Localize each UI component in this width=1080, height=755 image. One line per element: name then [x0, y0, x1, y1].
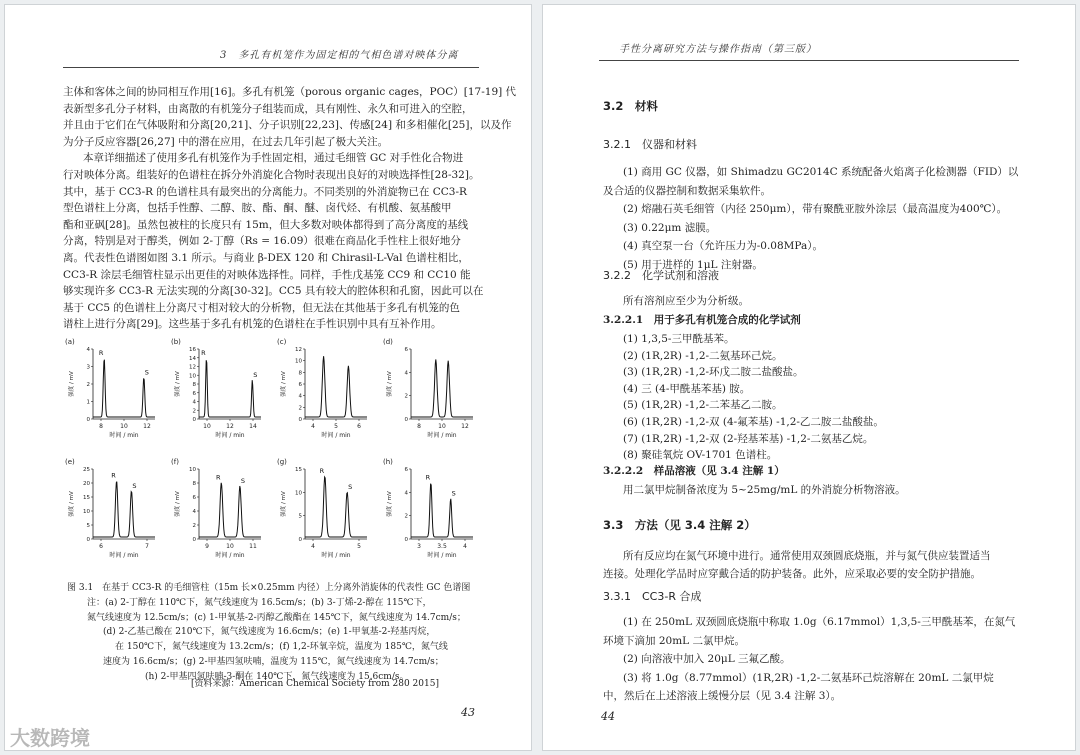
chromatogram-trace: [411, 359, 473, 417]
y-tick-label: 4: [192, 509, 196, 515]
y-tick-label: 25: [83, 467, 90, 473]
section-3-3-title: 3.3 方法（见 3.4 注解 2）: [603, 518, 756, 532]
y-tick-label: 0: [192, 537, 196, 543]
x-tick-label: 8: [99, 423, 103, 430]
y-tick-label: 12: [295, 347, 302, 353]
peak-label: R: [111, 471, 116, 480]
y-tick-label: 10: [83, 509, 90, 515]
s321-line: (5) 用于进样的 1μL 注射器。: [623, 259, 763, 271]
section-3-2-2-intro: 所有溶剂应至少为分析级。: [623, 295, 749, 307]
s321-line: (2) 熔融石英毛细管（内径 250μm），带有聚酰亚胺外涂层（最高温度为400℃）。: [623, 203, 1008, 216]
left-body-line: 本章详细描述了使用多孔有机笼作为手性固定相，通过毛细管 GC 对手性化合物进: [83, 152, 464, 165]
y-tick-label: 0: [298, 537, 302, 543]
left-running-header: 3 多孔有机笼作为固定相的气相色谱对映体分离: [220, 50, 459, 61]
left-body-line: 行对映体分离。组装好的色谱柱在拆分外消旋化合物时表现出良好的对映选择性[28-32]。: [63, 169, 480, 181]
y-tick-label: 0: [86, 537, 90, 543]
left-body-line: 为分子反应容器[26,27] 中的潜在应用，在过去几年引起了极大关注。: [63, 135, 389, 148]
y-tick-label: 16: [189, 347, 196, 353]
peak-label: R: [425, 473, 431, 482]
panel-label: (g): [277, 458, 287, 466]
x-axis-label: 时间 / min: [427, 552, 457, 559]
right-header-rule: [599, 60, 1019, 61]
panel-label: (a): [65, 338, 75, 346]
y-axis-label: 强度 / mV: [387, 371, 393, 397]
y-tick-label: 8: [192, 382, 196, 388]
section-3-2-title: 3.2 材料: [603, 99, 658, 113]
s331-line: 环境下滴加 20mL 二氯甲烷。: [603, 634, 745, 647]
s3221-line: (1) 1,3,5-三甲酰基苯。: [623, 333, 735, 345]
chromatogram-panel: [381, 337, 481, 445]
left-body-line: 表新型多孔分子材料，由离散的有机笼分子组装而成，具有刚性、永久和可进入的空腔，: [63, 102, 473, 115]
s33-line: 所有反应均在氮气环境中进行。通常使用双颈圆底烧瓶，并与氮气供应装置适当: [623, 550, 991, 562]
s321-line: (3) 0.22μm 滤膜。: [623, 221, 717, 234]
s3221-line: (5) (1R,2R) -1,2-二苯基乙二胺。: [623, 399, 783, 412]
x-axis-label: 时间 / min: [321, 552, 351, 559]
s331-line: (3) 将 1.0g（8.77mmol）(1R,2R) -1,2-二氨基环己烷溶解在 20mL 二氯甲烷: [623, 671, 994, 684]
x-tick-label: 12: [461, 423, 469, 430]
x-tick-label: 10: [120, 423, 128, 430]
panel-label: (h): [383, 458, 393, 466]
left-caption-line: (h) 2-甲基四氢呋喃-3-酮在 140℃下，氮气线速度为 15.6cm/s。: [145, 671, 409, 682]
x-tick-label: 10: [438, 423, 446, 430]
y-axis-label: 强度 / mV: [175, 371, 181, 397]
y-tick-label: 10: [295, 358, 302, 365]
x-tick-label: 4: [311, 543, 315, 550]
y-tick-label: 6: [404, 467, 408, 473]
left-body-line: CC3-R 涂层毛细管柱显示出更佳的对映体选择性。同样，手性戊基笼 CC9 和 CC10 能: [63, 268, 471, 281]
x-tick-label: 6: [357, 423, 361, 430]
peak-label: S: [348, 483, 353, 492]
left-body-line: 基于 CC5 的色谱柱上分离尺寸相对较大的分析物，但无法在其他基于多孔有机笼的色: [63, 301, 460, 314]
chromatogram-panel: [275, 337, 375, 445]
y-tick-label: 4: [86, 347, 90, 353]
y-tick-label: 2: [404, 393, 408, 400]
x-tick-label: 5: [334, 423, 338, 430]
peak-label: S: [451, 489, 456, 498]
s321-line: (1) 商用 GC 仪器，如 Shimadzu GC2014C 系统配备火焰离子化检测器（FID）以: [623, 166, 1019, 178]
chromatogram-trace: [305, 477, 367, 537]
figure-source: [资料来源：American Chemical Society from 280 2015]: [191, 679, 439, 689]
section-3-2-2-1-title: 3.2.2.1 用于多孔有机笼合成的化学试剂: [603, 314, 801, 326]
left-caption-line: 速度为 16.6cm/s；(g) 2-甲基四氢呋喃，温度为 115℃，氮气线速度为 14.7cm/s；: [103, 657, 444, 667]
peak-label: R: [98, 349, 104, 358]
y-tick-label: 0: [86, 417, 90, 423]
x-tick-label: 9: [205, 543, 209, 550]
peak-label: R: [319, 467, 325, 476]
y-tick-label: 0: [298, 417, 302, 423]
x-tick-label: 4: [463, 543, 467, 550]
left-body-line: 离。代表性色谱图如图 3.1 所示。与商业 β-DEX 120 和 Chirasil-L-Val 色谱柱相比，: [63, 252, 469, 264]
x-axis-label: 时间 / min: [109, 432, 139, 439]
y-tick-label: 15: [83, 495, 90, 501]
s331-line: (1) 在 250mL 双颈圆底烧瓶中称取 1.0g（6.17mmol）1,3,5-三甲酰基苯，在氮气: [623, 616, 1016, 628]
panel-label: (f): [171, 458, 179, 466]
right-page: [542, 4, 1076, 751]
section-3-2-2-title: 3.2.2 化学试剂和溶液: [603, 269, 719, 282]
panel-label: (b): [171, 338, 181, 346]
peak-label: S: [240, 476, 245, 485]
left-body-line: 够实现许多 CC3-R 无法实现的分离[30-32]。CC5 具有较大的腔体积和孔窗，因此可以在: [63, 285, 484, 298]
peak-label: S: [144, 368, 149, 377]
s3221-line: (8) 聚硅氧烷 OV-1701 色谱柱。: [623, 449, 778, 462]
chromatogram-trace: [411, 484, 473, 537]
y-tick-label: 2: [404, 513, 408, 520]
left-caption-line: (d) 2-乙基己酸在 210℃下，氮气线速度为 16.6cm/s；(e) 1-甲氧基-2-羟基丙烷，: [103, 627, 436, 638]
s33-line: 连接。处理化学品时应穿戴合适的防护装备。此外，应采取必要的安全防护措施。: [603, 568, 981, 580]
left-body-line: 其中，基于 CC3-R 的色谱柱具有最突出的分离能力。不同类别的外消旋物已在 CC3-R: [63, 185, 467, 198]
right-running-header: 手性分离研究方法与操作指南（第三版）: [619, 44, 817, 55]
section-3-3-1-title: 3.3.1 CC3-R 合成: [603, 590, 702, 603]
y-tick-label: 8: [192, 481, 196, 487]
s331-line: 中，然后在上述溶液上缓慢分层（见 3.4 注解 3）。: [603, 690, 842, 703]
x-tick-label: 14: [249, 423, 257, 430]
x-tick-label: 6: [99, 543, 103, 550]
left-body-line: 并且由于它们在气体吸附和分离[20,21]、分子识别[22,23]、传感[24] 和多相催化[25]，以及作: [63, 119, 512, 132]
y-tick-label: 10: [189, 467, 196, 473]
left-header-rule: [63, 67, 479, 68]
chromatogram-trace: [199, 360, 261, 417]
s3221-line: (3) (1R,2R) -1,2-环戊二胺二盐酸盐。: [623, 366, 804, 379]
s321-line: 及合适的仪器控制和数据采集软件。: [603, 184, 771, 197]
y-axis-label: 强度 / mV: [281, 491, 287, 517]
watermark-logo: 大数跨境: [10, 726, 90, 750]
chromatogram-panel: [275, 457, 375, 565]
chromatogram-trace: [199, 483, 261, 537]
y-tick-label: 0: [192, 417, 196, 423]
y-tick-label: 6: [192, 390, 196, 397]
y-tick-label: 5: [86, 523, 90, 529]
y-tick-label: 1: [86, 399, 90, 406]
y-tick-label: 0: [404, 537, 408, 543]
y-tick-label: 15: [295, 467, 302, 473]
s3221-line: (7) (1R,2R) -1,2-双 (2-羟基苯基) -1,2-二氨基乙烷。: [623, 432, 874, 445]
y-tick-label: 4: [404, 490, 408, 497]
s331-line: (2) 向溶液中加入 20μL 三氟乙酸。: [623, 653, 791, 666]
chromatogram-panel: [169, 457, 269, 565]
peak-label: S: [132, 481, 137, 490]
y-tick-label: 2: [86, 382, 90, 388]
chromatogram-panel: [63, 457, 163, 565]
s3221-line: (4) 三 (4-甲酰基苯基) 胺。: [623, 382, 751, 395]
left-page-number: 43: [461, 706, 475, 719]
left-body-line: 主体和客体之间的协同相互作用[16]。多孔有机笼（porous organic cages，POC）[17-19] 代: [63, 86, 517, 98]
y-tick-label: 4: [192, 399, 196, 406]
x-tick-label: 8: [417, 423, 421, 430]
y-tick-label: 6: [298, 382, 302, 388]
panel-label: (e): [65, 458, 75, 466]
y-tick-label: 20: [83, 481, 90, 487]
y-tick-label: 6: [404, 347, 408, 353]
y-tick-label: 0: [404, 417, 408, 423]
chromatogram-panel: [381, 457, 481, 565]
y-axis-label: 强度 / mV: [281, 371, 287, 397]
y-tick-label: 6: [192, 495, 196, 501]
peak-label: R: [201, 349, 206, 358]
y-tick-label: 2: [298, 405, 302, 412]
left-page: [4, 4, 532, 751]
left-body-line: 酯和亚砜[28]。虽然包被柱的长度只有 15m，但大多数对映体都得到了高分离度的基线: [63, 218, 469, 231]
left-body-line: 谱柱上进行分离[29]。这些基于多孔有机笼的色谱柱在手性识别中具有互补作用。: [63, 318, 442, 331]
y-tick-label: 10: [189, 373, 196, 380]
left-caption-line: 注：(a) 2-丁醇在 110℃下，氮气线速度为 16.5cm/s；(b) 3-丁烯-2-醇在 115℃下，: [87, 597, 432, 608]
s321-line: (4) 真空泵一台（允许压力为-0.08MPa）。: [623, 240, 823, 253]
x-axis-label: 时间 / min: [109, 552, 139, 559]
panel-label: (d): [383, 338, 393, 346]
left-caption-line: 在 150℃下，氮气线速度为 13.2cm/s；(f) 1,2-环氧辛烷，温度为 185℃，氮气线: [115, 642, 448, 653]
x-tick-label: 10: [226, 543, 234, 550]
x-tick-label: 3.5: [437, 543, 447, 550]
x-tick-label: 7: [145, 543, 149, 550]
section-3-2-1-title: 3.2.1 仪器和材料: [603, 138, 697, 151]
chromatogram-trace: [305, 356, 367, 417]
y-tick-label: 2: [192, 408, 196, 415]
y-tick-label: 8: [298, 370, 302, 377]
y-tick-label: 14: [189, 355, 196, 362]
y-axis-label: 强度 / mV: [69, 371, 75, 397]
y-tick-label: 10: [295, 490, 302, 497]
s3221-line: (6) (1R,2R) -1,2-双 (4-氟苯基) -1,2-乙二胺二盐酸盐。: [623, 416, 884, 428]
chromatogram-panel: [63, 337, 163, 445]
x-axis-label: 时间 / min: [215, 432, 245, 439]
y-tick-label: 2: [192, 523, 196, 529]
x-tick-label: 3: [417, 543, 421, 550]
x-axis-label: 时间 / min: [215, 552, 245, 559]
y-tick-label: 12: [189, 364, 196, 371]
peak-label: R: [216, 473, 221, 482]
section-3-2-2-2-text: 用二氯甲烷制备浓度为 5~25mg/mL 的外消旋分析物溶液。: [623, 484, 906, 496]
s3221-line: (2) (1R,2R) -1,2-二氨基环己烷。: [623, 349, 783, 362]
y-axis-label: 强度 / mV: [69, 491, 75, 517]
left-caption-line: 氮气线速度为 12.5cm/s；(c) 1-甲氧基-2-丙醇乙酸酯在 145℃下，氮气线速度为 14.7cm/s；: [87, 612, 466, 623]
x-tick-label: 4: [311, 423, 315, 430]
peak-label: S: [253, 370, 258, 379]
y-axis-label: 强度 / mV: [175, 491, 181, 517]
y-tick-label: 4: [298, 393, 302, 400]
left-body-line: 型色谱柱上分离，包括手性醇、二醇、胺、酯、酮、醚、卤代烃、有机酸、氨基酸甲: [63, 202, 452, 215]
x-tick-label: 10: [203, 423, 211, 430]
x-axis-label: 时间 / min: [427, 432, 457, 439]
x-tick-label: 12: [226, 423, 234, 430]
x-tick-label: 11: [249, 543, 257, 550]
right-page-number: 44: [601, 710, 615, 723]
y-tick-label: 3: [86, 364, 90, 371]
left-caption-line: 图 3.1 在基于 CC3-R 的毛细管柱（15m 长×0.25mm 内径）上分离外消旋体的代表性 GC 色谱图: [67, 583, 471, 593]
y-tick-label: 4: [404, 370, 408, 377]
panel-label: (c): [277, 338, 287, 346]
x-tick-label: 12: [143, 423, 151, 430]
chromatogram-panel: [169, 337, 269, 445]
section-3-2-2-2-title: 3.2.2.2 样品溶液（见 3.4 注解 1）: [603, 465, 785, 477]
y-axis-label: 强度 / mV: [387, 491, 393, 517]
x-tick-label: 5: [357, 543, 361, 550]
x-axis-label: 时间 / min: [321, 432, 351, 439]
chromatogram-trace: [93, 482, 155, 537]
left-body-line: 分离，特别是对于醇类，例如 2-丁醇（Rs = 16.09）很难在商品化手性柱上很好地分: [63, 235, 461, 248]
y-tick-label: 5: [298, 513, 302, 520]
